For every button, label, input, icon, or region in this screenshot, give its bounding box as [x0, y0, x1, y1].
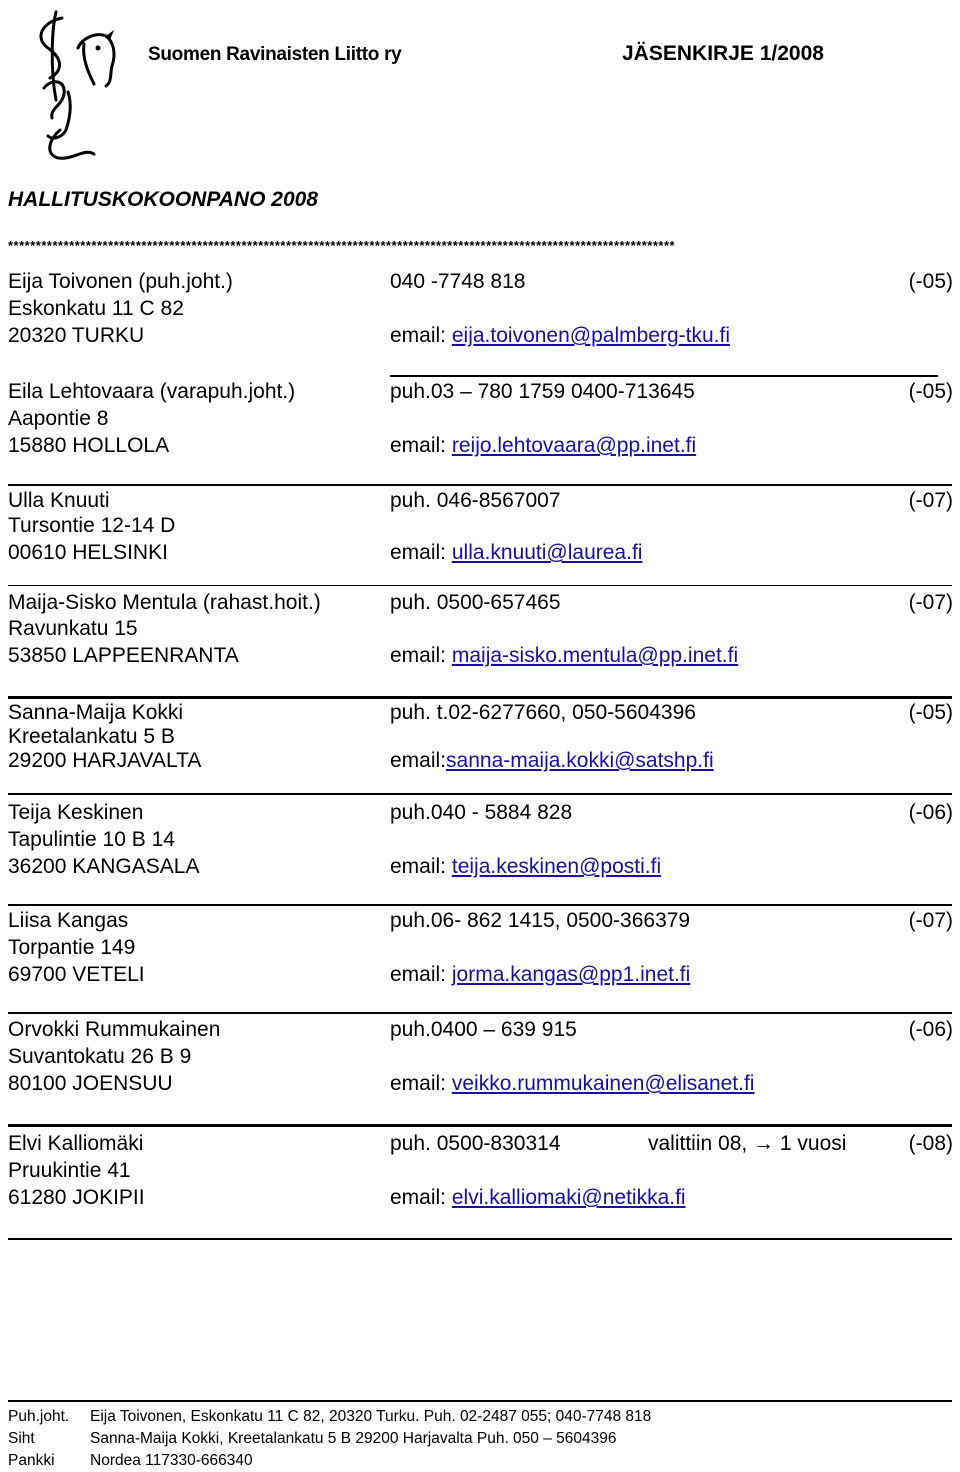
email-label: email:: [390, 963, 452, 986]
member-email-row: [390, 747, 714, 774]
member-name: Ulla Knuuti: [8, 489, 110, 512]
member-phone: puh. 0500-830314: [390, 1132, 561, 1155]
member-email-row: [390, 853, 661, 880]
member-period: (-08): [908, 1132, 953, 1155]
member-street: Tapulintie 10 B 14: [8, 828, 175, 851]
email-link[interactable]: reijo.lehtovaara@pp.inet.fi: [451, 434, 697, 457]
member-entry: [0, 378, 960, 462]
member-city: 61280 JOKIPII: [8, 1186, 145, 1209]
divider: [8, 1124, 952, 1127]
member-phone: 040 -7748 818: [390, 270, 526, 293]
member-name: Elvi Kalliomäki: [8, 1132, 144, 1155]
member-email-row: [390, 432, 696, 459]
footer-key: Puh.joht.: [8, 1408, 70, 1425]
member-period: (-05): [908, 380, 953, 403]
member-city: 00610 HELSINKI: [8, 541, 168, 564]
horse-monogram-logo: [22, 8, 132, 168]
email-label: email:: [390, 541, 452, 564]
divider: [8, 1238, 952, 1240]
member-city: 29200 HARJAVALTA: [8, 749, 202, 772]
letter-title: JÄSENKIRJE 1/2008: [622, 42, 824, 65]
divider: [8, 585, 952, 586]
organization-name: Suomen Ravinaisten Liitto ry: [148, 44, 402, 65]
footer-row: [8, 1406, 651, 1428]
member-city: 69700 VETELI: [8, 963, 145, 986]
member-city: 80100 JOENSUU: [8, 1072, 173, 1095]
member-phone: puh. 046-8567007: [390, 489, 561, 512]
divider: [390, 375, 938, 377]
member-email-row: [390, 961, 690, 988]
member-entry: [0, 268, 960, 352]
member-entry: [0, 589, 960, 673]
member-name: Eija Toivonen (puh.joht.): [8, 270, 233, 293]
member-entry: [0, 699, 960, 783]
member-period: (-05): [908, 701, 953, 724]
member-name: Sanna-Maija Kokki: [8, 701, 184, 724]
divider: [8, 904, 952, 906]
email-link[interactable]: elvi.kalliomaki@netikka.fi: [451, 1186, 686, 1209]
member-phone: puh.040 - 5884 828: [390, 801, 573, 824]
email-label: email:: [390, 434, 452, 457]
member-entry: [0, 799, 960, 883]
divider: [8, 793, 952, 795]
email-label: email:: [390, 1186, 452, 1209]
member-phone: puh.06- 862 1415, 0500-366379: [390, 909, 691, 932]
member-email-row: [390, 1070, 754, 1097]
footer-value: Sanna-Maija Kokki, Kreetalankatu 5 B 29200 Harjavalta Puh. 050 – 5604396: [90, 1430, 617, 1447]
footer-key: Siht: [8, 1430, 35, 1447]
member-entry: [0, 1130, 960, 1214]
footer-value: Nordea 117330-666340: [90, 1452, 253, 1469]
divider: [8, 484, 952, 486]
email-link[interactable]: sanna-maija.kokki@satshp.fi: [446, 749, 714, 772]
email-link[interactable]: ulla.knuuti@laurea.fi: [451, 541, 643, 564]
email-label: email:: [390, 1072, 452, 1095]
member-period: (-06): [908, 1018, 953, 1041]
section-title: HALLITUSKOKOONPANO 2008: [8, 188, 318, 211]
member-phone: puh.03 – 780 1759 0400-713645: [390, 380, 695, 403]
email-link[interactable]: veikko.rummukainen@elisanet.fi: [451, 1072, 755, 1095]
member-street: Aapontie 8: [8, 407, 109, 430]
member-name: Eila Lehtovaara (varapuh.joht.): [8, 380, 296, 403]
member-email-row: [390, 642, 738, 669]
member-city: 20320 TURKU: [8, 324, 145, 347]
email-label: email:: [390, 855, 452, 878]
member-city: 53850 LAPPEENRANTA: [8, 644, 239, 667]
email-label: email:: [390, 749, 447, 772]
footer-divider: [8, 1400, 952, 1402]
member-note: valittiin 08, → 1 vuosi: [648, 1132, 847, 1155]
member-phone: puh. 0500-657465: [390, 591, 561, 614]
footer-row: [8, 1450, 253, 1472]
member-city: 15880 HOLLOLA: [8, 434, 170, 457]
email-link[interactable]: maija-sisko.mentula@pp.inet.fi: [451, 644, 739, 667]
member-street: Suvantokatu 26 B 9: [8, 1045, 192, 1068]
member-street: Tursontie 12-14 D: [8, 514, 176, 537]
member-city: 36200 KANGASALA: [8, 855, 200, 878]
member-email-row: [390, 539, 642, 566]
member-period: (-06): [908, 801, 953, 824]
member-period: (-07): [908, 909, 953, 932]
member-period: (-07): [908, 591, 953, 614]
member-email-row: [390, 322, 730, 349]
divider: [8, 1012, 952, 1014]
footer-row: [8, 1428, 617, 1450]
member-street: Pruukintie 41: [8, 1159, 131, 1182]
member-period: (-07): [908, 489, 953, 512]
member-entry: [0, 907, 960, 991]
member-street: Torpantie 149: [8, 936, 136, 959]
footer-key: Pankki: [8, 1452, 55, 1469]
member-name: Orvokki Rummukainen: [8, 1018, 221, 1041]
member-name: Liisa Kangas: [8, 909, 129, 932]
email-label: email:: [390, 644, 452, 667]
member-name: Maija-Sisko Mentula (rahast.hoit.): [8, 591, 321, 614]
member-name: Teija Keskinen: [8, 801, 144, 824]
member-phone: puh. t.02-6277660, 050-5604396: [390, 701, 696, 724]
star-separator: ************************************************************************************************************************: [8, 238, 676, 253]
member-period: (-05): [908, 270, 953, 293]
email-label: email:: [390, 324, 452, 347]
email-link[interactable]: teija.keskinen@posti.fi: [451, 855, 662, 878]
member-entry: [0, 1016, 960, 1100]
member-street: Ravunkatu 15: [8, 617, 138, 640]
member-street: Eskonkatu 11 C 82: [8, 297, 184, 320]
email-link[interactable]: eija.toivonen@palmberg-tku.fi: [451, 324, 730, 347]
member-entry: [0, 487, 960, 571]
email-link[interactable]: jorma.kangas@pp1.inet.fi: [451, 963, 691, 986]
member-email-row: [390, 1184, 686, 1211]
member-street: Kreetalankatu 5 B: [8, 725, 175, 748]
footer-value: Eija Toivonen, Eskonkatu 11 C 82, 20320 Turku. Puh. 02-2487 055; 040-7748 818: [90, 1408, 652, 1425]
member-phone: puh.0400 – 639 915: [390, 1018, 577, 1041]
